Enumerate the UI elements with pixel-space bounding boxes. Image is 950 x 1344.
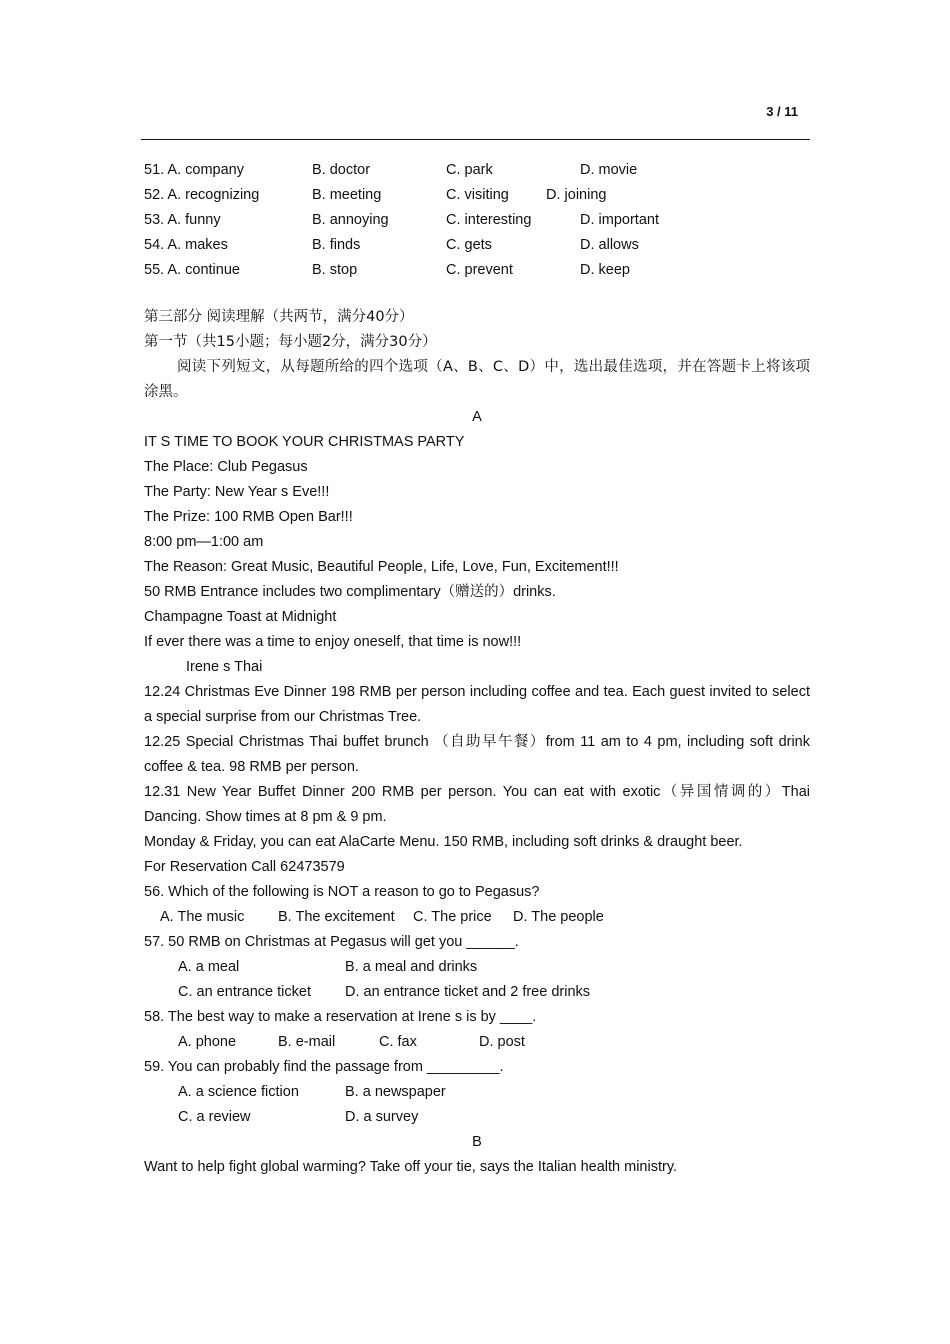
page-content [144,158,810,1180]
option-b: B. stop [312,262,358,278]
ad-line: Champagne Toast at Midnight [144,609,337,625]
option-b: B. The excitement [278,909,395,925]
cloze-row-51 [144,158,810,183]
passage-b-first-line: Want to help fight global warming? Take off your tie, says the Italian health ministry. [144,1159,678,1175]
option-b: B. a meal and drinks [345,959,478,975]
question-56-options [144,905,810,930]
cloze-row-52 [144,183,810,208]
question-58-stem: 58. The best way to make a reservation at Irene s is by ____. [144,1009,537,1025]
option-b: B. annoying [312,212,389,228]
option-b: B. doctor [312,162,371,178]
option-d: D. post [479,1034,525,1050]
option-a: A. a meal [178,959,240,975]
option-a: A. continue [167,262,240,278]
ad-line: 50 RMB Entrance includes two complimentary（赠送的）drinks. [144,584,556,600]
irene-title: Irene s Thai [186,659,263,675]
page-number: 3 / 11 [766,104,798,119]
ad-line: If ever there was a time to enjoy oneself, that time is now!!! [144,634,522,650]
ad-line: The Party: New Year s Eve!!! [144,484,330,500]
option-d: D. a survey [345,1109,419,1125]
header-rule [141,139,810,140]
option-a: A. makes [167,237,228,253]
question-57-options-row2 [144,980,810,1005]
cloze-row-53 [144,208,810,233]
option-b: B. e-mail [278,1034,336,1050]
option-c: C. fax [379,1034,417,1050]
option-b: B. finds [312,237,361,253]
question-56-stem: 56. Which of the following is NOT a reason to go to Pegasus? [144,884,540,900]
option-d: D. keep [580,262,630,278]
option-c: C. interesting [446,212,532,228]
ad-line: 8:00 pm—1:00 am [144,534,264,550]
cloze-number: 52. [144,187,165,203]
question-59-options-row2 [144,1105,810,1130]
option-a: A. phone [178,1034,237,1050]
option-a: A. company [167,162,244,178]
option-a: A. The music [160,909,245,925]
question-59-options-row1 [144,1080,810,1105]
cloze-number: 51. [144,162,165,178]
option-d: D. The people [513,909,604,925]
ad-line: IT S TIME TO BOOK YOUR CHRISTMAS PARTY [144,434,465,450]
question-59-stem: 59. You can probably find the passage from _________. [144,1059,504,1075]
ad-line: 12.24 Christmas Eve Dinner 198 RMB per person including coffee and tea. Each guest invited to select a special surprise from our Christmas Tree. [144,684,810,725]
passage-b-label: B [472,1134,482,1150]
option-a: A. a science fiction [178,1084,299,1100]
passage-a-label: A [472,409,482,425]
cloze-row-54 [144,233,810,258]
option-d: D. movie [580,162,638,178]
subsection-title: 第一节（共15小题；每小题2分，满分30分） [144,334,437,350]
ad-line: 12.25 Special Christmas Thai buffet brunch （自助早午餐）from 11 am to 4 pm, including soft drink coffee & tea. 98 RMB per person. [144,734,810,775]
option-b: B. a newspaper [345,1084,446,1100]
ad-line: For Reservation Call 62473579 [144,859,345,875]
option-d: D. allows [580,237,639,253]
option-c: C. visiting [446,187,509,203]
cloze-number: 53. [144,212,165,228]
ad-line: The Place: Club Pegasus [144,459,308,475]
option-d: D. important [580,212,659,228]
cloze-row-55 [144,258,810,283]
option-a: A. recognizing [167,187,260,203]
ad-line: The Reason: Great Music, Beautiful People, Life, Love, Fun, Excitement!!! [144,559,619,575]
ad-line: 12.31 New Year Buffet Dinner 200 RMB per person. You can eat with exotic（异国情调的）Thai Dancing. Show times at 8 pm & 9 pm. [144,784,810,825]
option-d: D. an entrance ticket and 2 free drinks [345,984,591,1000]
option-c: C. prevent [446,262,513,278]
option-d: D. joining [546,187,607,203]
option-c: C. an entrance ticket [178,984,311,1000]
option-b: B. meeting [312,187,382,203]
option-c: C. gets [446,237,492,253]
cloze-number: 55. [144,262,165,278]
cloze-number: 54. [144,237,165,253]
question-57-options-row1 [144,955,810,980]
option-a: A. funny [167,212,221,228]
instructions: 阅读下列短文，从每题所给的四个选项（A、B、C、D）中，选出最佳选项，并在答题卡上将该项涂黑。 [144,359,810,400]
question-57-stem: 57. 50 RMB on Christmas at Pegasus will get you ______. [144,934,519,950]
ad-line: The Prize: 100 RMB Open Bar!!! [144,509,353,525]
section-title: 第三部分 阅读理解（共两节，满分40分） [144,309,414,325]
question-58-options [144,1030,810,1055]
ad-line: Monday & Friday, you can eat AlaCarte Menu. 150 RMB, including soft drinks & draught beer. [144,834,743,850]
option-c: C. a review [178,1109,251,1125]
option-c: C. The price [413,909,492,925]
option-c: C. park [446,162,493,178]
